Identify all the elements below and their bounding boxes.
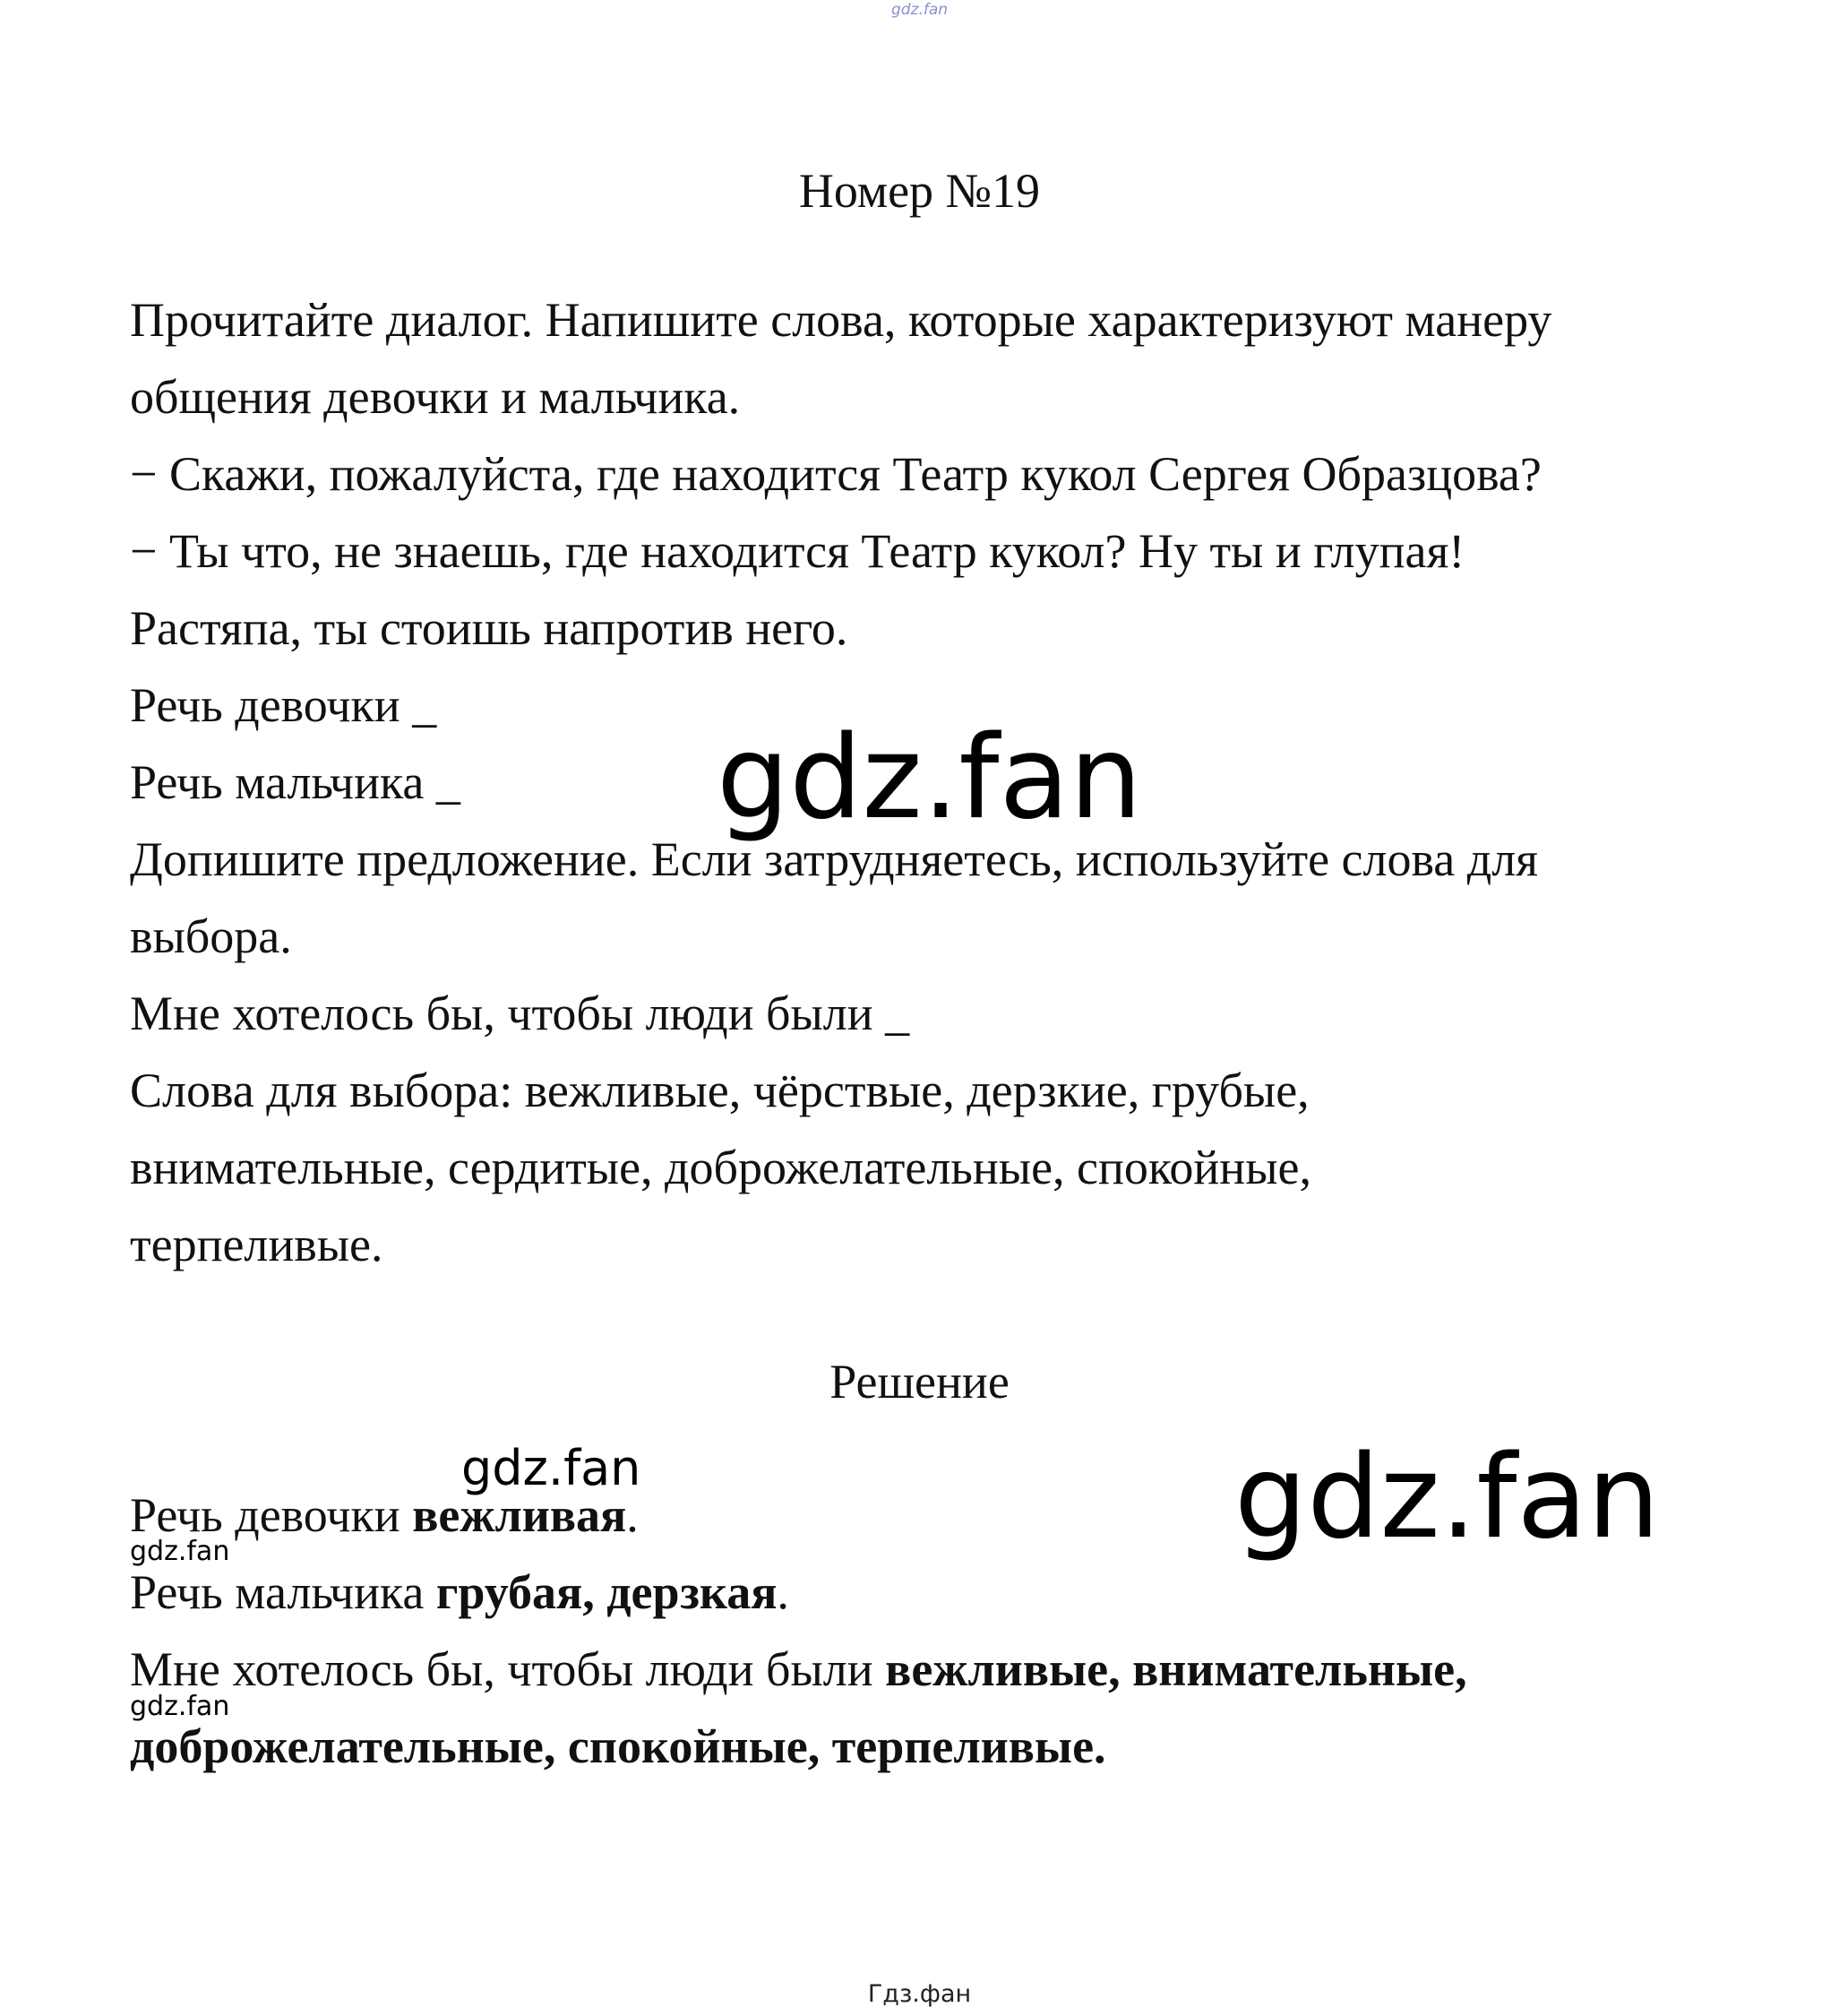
- punctuation: .: [777, 1565, 789, 1619]
- watermark-large: gdz.fan: [1234, 1431, 1660, 1564]
- solution-line-text: Речь девочки: [130, 1488, 413, 1542]
- dialog-line: − Скажи, пожалуйста, где находится Театр кукол Сергея Образцова?: [130, 447, 1542, 501]
- solution-line: [130, 1565, 789, 1619]
- task-line: Речь девочки _: [130, 678, 437, 732]
- solution-heading: Решение: [829, 1355, 1010, 1409]
- solution-line-text: Речь мальчика: [130, 1565, 436, 1619]
- task-line: общения девочки и мальчика.: [130, 370, 741, 424]
- solution-line: [130, 1642, 1467, 1696]
- dialog-line: Растяпа, ты стоишь напротив него.: [130, 601, 848, 655]
- task-line: Речь мальчика _: [130, 755, 460, 809]
- watermark-bottom: Гдз.фан: [867, 1980, 972, 2008]
- task-line: Допишите предложение. Если затрудняетесь, используйте слова для: [130, 832, 1538, 886]
- word-choices: внимательные, сердитые, доброжелательные, спокойные,: [130, 1141, 1311, 1194]
- answer-word: вежливые, внимательные,: [885, 1642, 1467, 1696]
- page-title: Номер №19: [798, 164, 1041, 218]
- punctuation: .: [626, 1488, 639, 1542]
- answer-word: грубая, дерзкая: [435, 1565, 778, 1619]
- answer-word: доброжелательные, спокойные, терпеливые.: [130, 1719, 1106, 1773]
- solution-line: [130, 1719, 1106, 1773]
- word-choices: терпеливые.: [130, 1218, 383, 1271]
- task-line: выбора.: [130, 909, 292, 963]
- dialog-line: − Ты что, не знаешь, где находится Театр кукол? Ну ты и глупая!: [130, 524, 1465, 578]
- answer-word: вежливая: [412, 1488, 627, 1542]
- watermark-large: gdz.fan: [717, 711, 1142, 845]
- watermark-top: gdz.fan: [890, 1, 949, 19]
- task-line: Мне хотелось бы, чтобы люди были _: [130, 986, 910, 1040]
- word-choices: Слова для выбора: вежливые, чёрствые, дерзкие, грубые,: [130, 1064, 1310, 1117]
- solution-line: [130, 1488, 639, 1542]
- task-line: Прочитайте диалог. Напишите слова, которые характеризуют манеру: [130, 293, 1552, 347]
- watermark-medium: gdz.fan: [461, 1440, 641, 1496]
- solution-line-text: Мне хотелось бы, чтобы люди были: [130, 1642, 886, 1696]
- watermark-small: gdz.fan: [130, 1536, 230, 1567]
- watermark-small: gdz.fan: [130, 1691, 230, 1722]
